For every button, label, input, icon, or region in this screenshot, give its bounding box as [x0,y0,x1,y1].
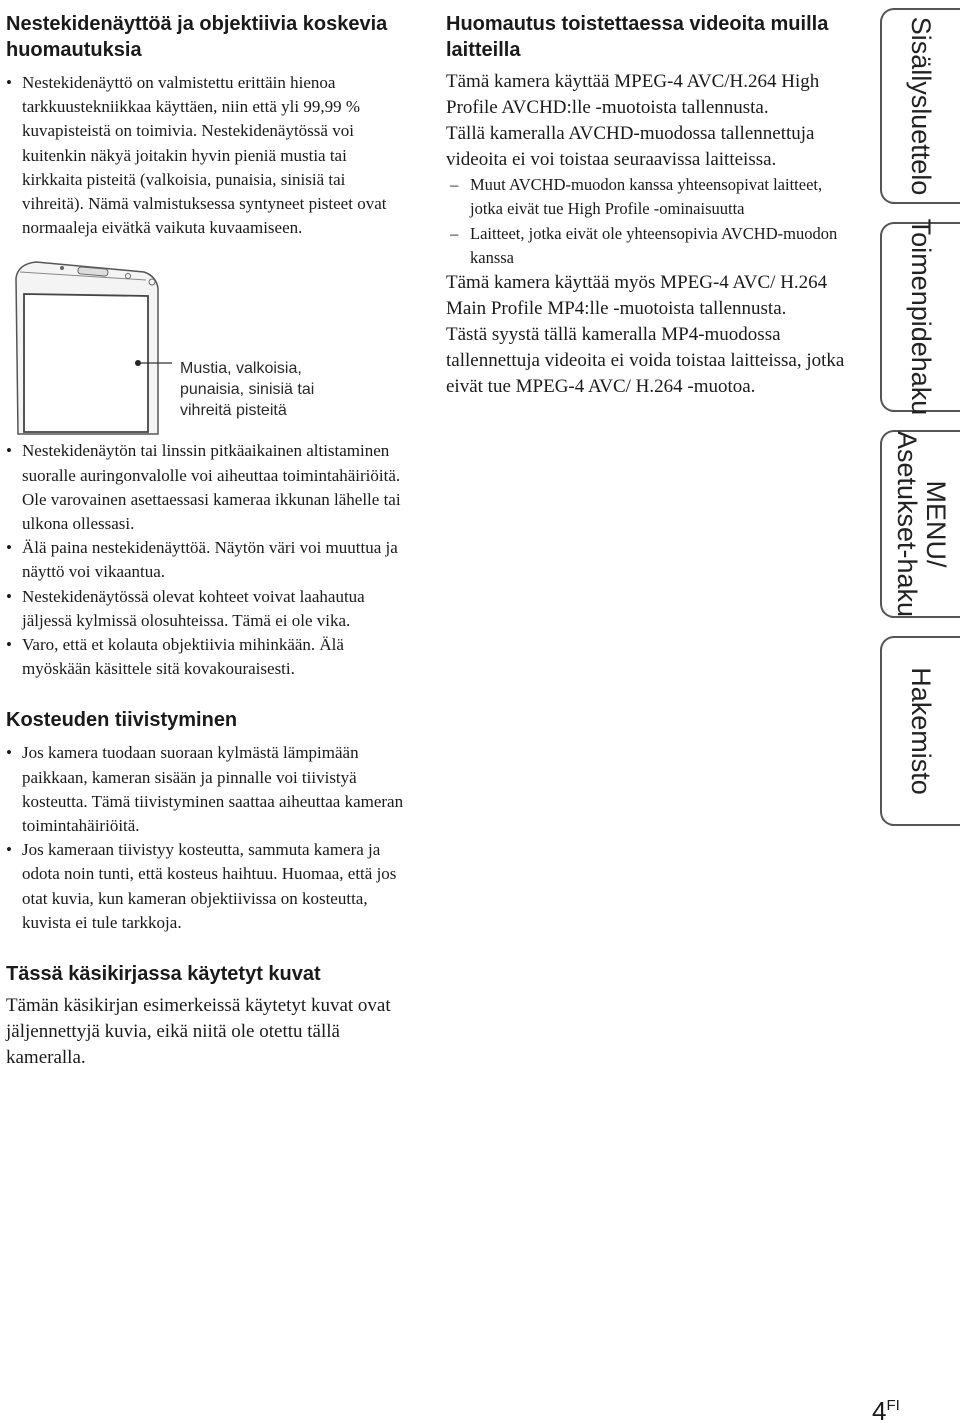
tab-index-label: Hakemisto [906,667,936,795]
list-item: – Muut AVCHD-muodon kanssa yhteensopivat laitteet, jotka eivät tue High Profile -ominaisuutta [450,173,856,222]
lcd-illustration [6,258,406,440]
lcd-section-heading: Nestekidenäyttöä ja objektiivia koskevia huomautuksia [6,13,388,61]
tab-menu-settings-label [892,431,950,617]
tab-operations[interactable] [880,218,960,416]
tab-menu-settings[interactable] [880,430,960,618]
video-playback-heading: Huomautus toistettaessa videoita muilla laitteilla [446,13,829,61]
page-number [872,1396,900,1427]
paragraph: Tämä kamera käyttää MPEG-4 AVC/H.264 High Profile AVCHD:lle -muotoista tallennusta. [446,71,820,118]
list-item: • Varo, että et kolauta objektiivia mihinkään. Älä myöskään käsittele sitä kovakouraisesti. [6,633,406,681]
paragraph: Tämä kamera käyttää myös MPEG-4 AVC/ H.264 Main Profile MP4:lle -muotoista tallennusta. [446,272,828,320]
images-text: Tämän käsikirjan esimerkeissä käytetyt kuvat ovat jäljennettyjä kuvia, eikä niitä ole otettu tällä kameralla. [6,995,391,1069]
tab-menu-line2: Asetukset-haku [892,430,922,618]
list-item: • Jos kamera tuodaan suoraan kylmästä lämpimään paikkaan, kameran sisään ja pinnalle voi tiivistyä kosteutta. Tämä tiivistyminen saattaa aiheuttaa kameran toimintahäiriöitä. [6,741,406,838]
right-column [446,11,856,400]
list-item: • Nestekidenäytön tai linssin pitkäaikainen altistaminen suoralle auringonvalolle voi aiheuttaa toimintahäiriöitä. Ole varovainen asettaessasi kameraa ikkunan lähelle tai ulkona ollessasi. [6,439,406,536]
list-item: • Nestekidenäyttö on valmistettu erittäin hienoa tarkkuustekniikkaa käyttäen, niin että yli 99,99 % kuvapisteistä on toimivia. Nestekidenäytössä voi kuitenkin näkyä joitakin hyvin pieniä mustia tai kirkkaita pisteitä (valkoisia, punaisia, sinisiä tai vihreitä). Nämä valmistuksessa syntyneet pisteet ovat normaaleja eivätkä vaikuta kuvaamiseen. [6,71,406,240]
paragraph: Tällä kameralla AVCHD-muodossa tallennettuja videoita ei voi toistaa seuraavissa laitteissa. [446,123,815,170]
page-lang-code: FI [886,1397,900,1414]
list-item: • Älä paina nestekidenäyttöä. Näytön väri voi muuttua ja näyttö voi vikaantua. [6,536,406,584]
lcd-bullets-a [6,71,406,240]
left-column [6,11,406,1071]
page-number-value: 4 [872,1396,887,1426]
condensation-bullets [6,741,406,935]
list-item: • Nestekidenäytössä olevat kohteet voivat laahautua jäljessä kylmissä olosuhteissa. Tämä ei ole vika. [6,585,406,633]
figure-callout: Mustia, valkoisia, punaisia, sinisiä tai vihreitä pisteitä [180,360,315,420]
tab-contents-label: Sisällysluettelo [906,16,936,196]
paragraph: Tästä syystä tällä kameralla MP4-muodossa tallennettuja videoita ei voida toistaa laitteissa, jotka eivät tue MPEG-4 AVC/ H.264 -muotoa. [446,324,845,398]
images-heading: Tässä käsikirjassa käytetyt kuvat [6,963,321,986]
lcd-bullets-b [6,439,406,681]
camera-lcd-drawing [14,258,174,440]
device-list [450,173,856,270]
tab-operations-label: Toimenpidehaku [906,218,936,416]
list-item: – Laitteet, jotka eivät ole yhteensopivia AVCHD-muodon kanssa [450,222,856,271]
condensation-heading: Kosteuden tiivistyminen [6,709,238,732]
tab-menu-line1: MENU/ [921,480,951,568]
list-item: • Jos kameraan tiivistyy kosteutta, sammuta kamera ja odota noin tunti, että kosteus haihtuu. Huomaa, että jos otat kuvia, kun kameran objektiivissa on kosteutta, kuvista ei tule tarkkoja. [6,838,406,935]
tab-contents[interactable] [880,8,960,204]
tab-index[interactable] [880,636,960,826]
